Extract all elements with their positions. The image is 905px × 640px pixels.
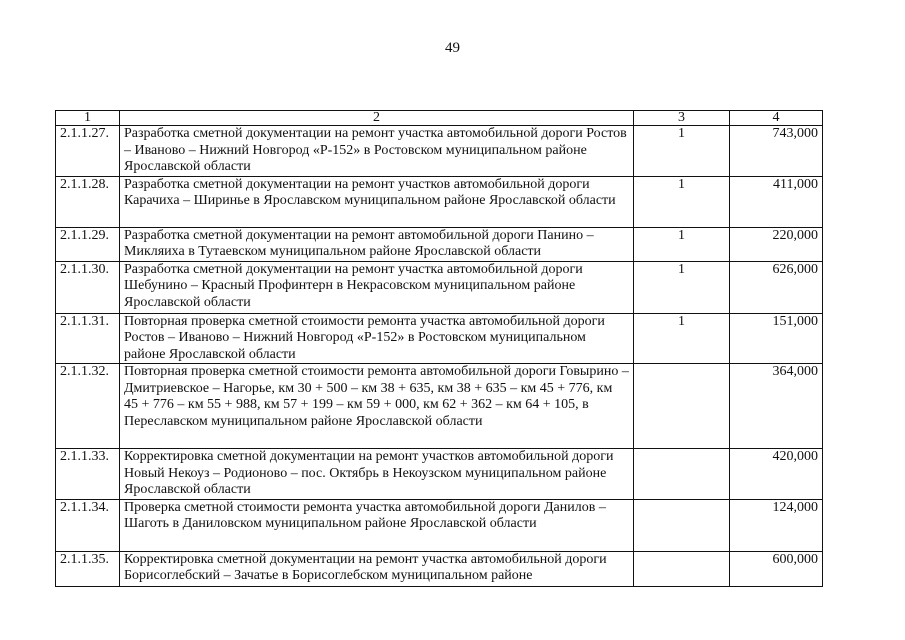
item-number: 2.1.1.35.: [56, 551, 120, 586]
item-number: 2.1.1.32.: [56, 364, 120, 449]
item-amount: 411,000: [730, 176, 823, 227]
column-header-1: 1: [56, 111, 120, 126]
item-quantity: 1: [634, 313, 730, 364]
item-description: Повторная проверка сметной стоимости ремонта автомобильной дороги Говырино – Дмитриевское – Нагорье, км 30 + 500 – км 38 + 635, км 38 + 635 – км 45 + 776, км 45 + 776 – км 55 + 988, км 57 + 199 – км 59 + 000, км 62 + 362 – км 64 + 105, в Переславском муниципальном районе Ярославской области: [120, 364, 634, 449]
item-description: Повторная проверка сметной стоимости ремонта участка автомобильной дороги Ростов – Иваново – Нижний Новгород «Р-152» в Ростовском муниципальном районе Ярославской области: [120, 313, 634, 364]
table-header-row: [56, 111, 823, 126]
table-row: [56, 499, 823, 551]
item-amount: 124,000: [730, 499, 823, 551]
item-amount: 364,000: [730, 364, 823, 449]
item-quantity: [634, 499, 730, 551]
page-number: 49: [445, 40, 460, 56]
table-row: [56, 364, 823, 449]
item-number: 2.1.1.31.: [56, 313, 120, 364]
budget-table: [55, 110, 823, 587]
item-amount: 626,000: [730, 261, 823, 313]
item-amount: 220,000: [730, 227, 823, 261]
item-quantity: 1: [634, 126, 730, 177]
item-description: Разработка сметной документации на ремонт автомобильной дороги Панино – Микляиха в Тутаевском муниципальном районе Ярославской области: [120, 227, 634, 261]
item-number: 2.1.1.29.: [56, 227, 120, 261]
item-number: 2.1.1.28.: [56, 176, 120, 227]
column-header-2: 2: [120, 111, 634, 126]
item-number: 2.1.1.33.: [56, 449, 120, 500]
column-header-3: 3: [634, 111, 730, 126]
column-header-4: 4: [730, 111, 823, 126]
table-row: [56, 126, 823, 177]
table-row: [56, 176, 823, 227]
item-description: Корректировка сметной документации на ремонт участков автомобильной дороги Новый Некоуз – Родионово – пос. Октябрь в Некоузском муниципальном районе Ярославской области: [120, 449, 634, 500]
item-quantity: [634, 449, 730, 500]
item-number: 2.1.1.34.: [56, 499, 120, 551]
item-quantity: 1: [634, 261, 730, 313]
item-amount: 743,000: [730, 126, 823, 177]
table-row: [56, 261, 823, 313]
table-row: [56, 227, 823, 261]
item-number: 2.1.1.27.: [56, 126, 120, 177]
item-description: Разработка сметной документации на ремонт участка автомобильной дороги Ростов – Иваново – Нижний Новгород «Р-152» в Ростовском муниципальном районе Ярославской области: [120, 126, 634, 177]
item-amount: 600,000: [730, 551, 823, 586]
item-description: Проверка сметной стоимости ремонта участка автомобильной дороги Данилов – Шаготь в Даниловском муниципальном районе Ярославской области: [120, 499, 634, 551]
item-quantity: 1: [634, 227, 730, 261]
item-description: Разработка сметной документации на ремонт участка автомобильной дороги Шебунино – Красный Профинтерн в Некрасовском муниципальном районе Ярославской области: [120, 261, 634, 313]
table-row: [56, 551, 823, 586]
item-quantity: 1: [634, 176, 730, 227]
item-amount: 420,000: [730, 449, 823, 500]
item-description: Корректировка сметной документации на ремонт участка автомобильной дороги Борисоглебский – Зачатье в Борисоглебском муниципальном районе: [120, 551, 634, 586]
table-row: [56, 313, 823, 364]
item-quantity: [634, 551, 730, 586]
item-quantity: [634, 364, 730, 449]
item-description: Разработка сметной документации на ремонт участков автомобильной дороги Карачиха – Ширинье в Ярославском муниципальном районе Ярославской области: [120, 176, 634, 227]
item-amount: 151,000: [730, 313, 823, 364]
item-number: 2.1.1.30.: [56, 261, 120, 313]
table-row: [56, 449, 823, 500]
